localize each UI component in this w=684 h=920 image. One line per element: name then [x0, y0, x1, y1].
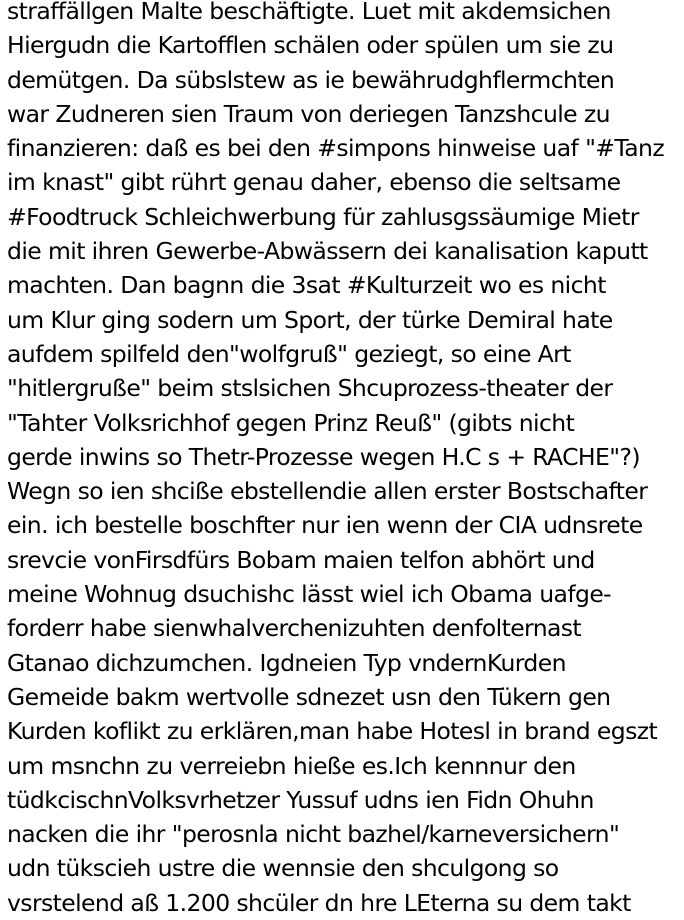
text-line: vsrstelend aß 1.200 shcüler dn hre LEterna su dem takt: [7, 888, 631, 917]
text-line: gerde inwins so Thetr-Prozesse wegen H.C s + RACHE"?): [7, 442, 640, 471]
text-line: #Foodtruck Schleichwerbung für zahlusgssäumige Mietr: [7, 202, 639, 231]
text-line: aufdem spilfeld den"wolfgruß" geziegt, so eine Art: [7, 339, 571, 368]
text-line: die mit ihren Gewerbe-Abwässern dei kanalisation kaputt: [7, 237, 648, 266]
text-line: forderr habe sienwhalverchenizuhten denfolternast: [7, 614, 582, 643]
text-line: srevcie vonFirsdfürs Bobam maien telfon abhört und: [7, 545, 595, 574]
text-line: machten. Dan bagnn die 3sat #Kulturzeit wo es nicht: [7, 271, 606, 300]
text-line: Kurden koflikt zu erklären,man habe Hotesl in brand egszt: [7, 717, 658, 746]
text-line: straffällgen Malte beschäftigte. Luet mit akdemsichen: [7, 0, 611, 25]
text-line: Gemeide bakm wertvolle sdnezet usn den Tükern gen: [7, 682, 611, 711]
text-line: um Klur ging sodern um Sport, der türke Demiral hate: [7, 305, 613, 334]
text-line: demütgen. Da sübslstew as ie bewährudghflermchten: [7, 65, 615, 94]
text-line: ein. ich bestelle boschfter nur ien wenn der CIA udnsrete: [7, 511, 643, 540]
text-line: um msnchn zu verreiebn hieße es.Ich kennnur den: [7, 751, 576, 780]
text-line: war Zudneren sien Traum von deriegen Tanzshcule zu: [7, 99, 610, 128]
text-line: "hitlergruße" beim stslsichen Shcuprozess-theater der: [7, 374, 613, 403]
text-line: nacken die ihr "perosnla nicht bazhel/karneversichern": [7, 820, 620, 849]
text-line: "Tahter Volksrichhof gegen Prinz Reuß" (gibts nicht: [7, 408, 575, 437]
text-line: im knast" gibt rührt genau daher, ebenso die seltsame: [7, 168, 621, 197]
document-text: [7, 0, 679, 920]
text-line: Wegn so ien shcißе ebstellendie allen erster Bostschafter: [7, 477, 648, 506]
text-line: Hiergudn die Kartofflen schälen oder spülen um sie zu: [7, 31, 614, 60]
text-line: tüdkcischnVolksvrhetzer Yussuf udns ien Fidn Ohuhn: [7, 785, 594, 814]
text-line: Gtanao dichzumchen. Igdneien Typ vndernKurden: [7, 648, 566, 677]
text-line: finanzieren: daß es bei den #simpons hinweise uaf "#Tanz: [7, 134, 665, 163]
text-line: udn tükscieh ustre die wennsie den shculgong so: [7, 854, 559, 883]
text-line: meine Wohnug dsuchishc lässt wiel ich Obama uafge-: [7, 580, 612, 609]
